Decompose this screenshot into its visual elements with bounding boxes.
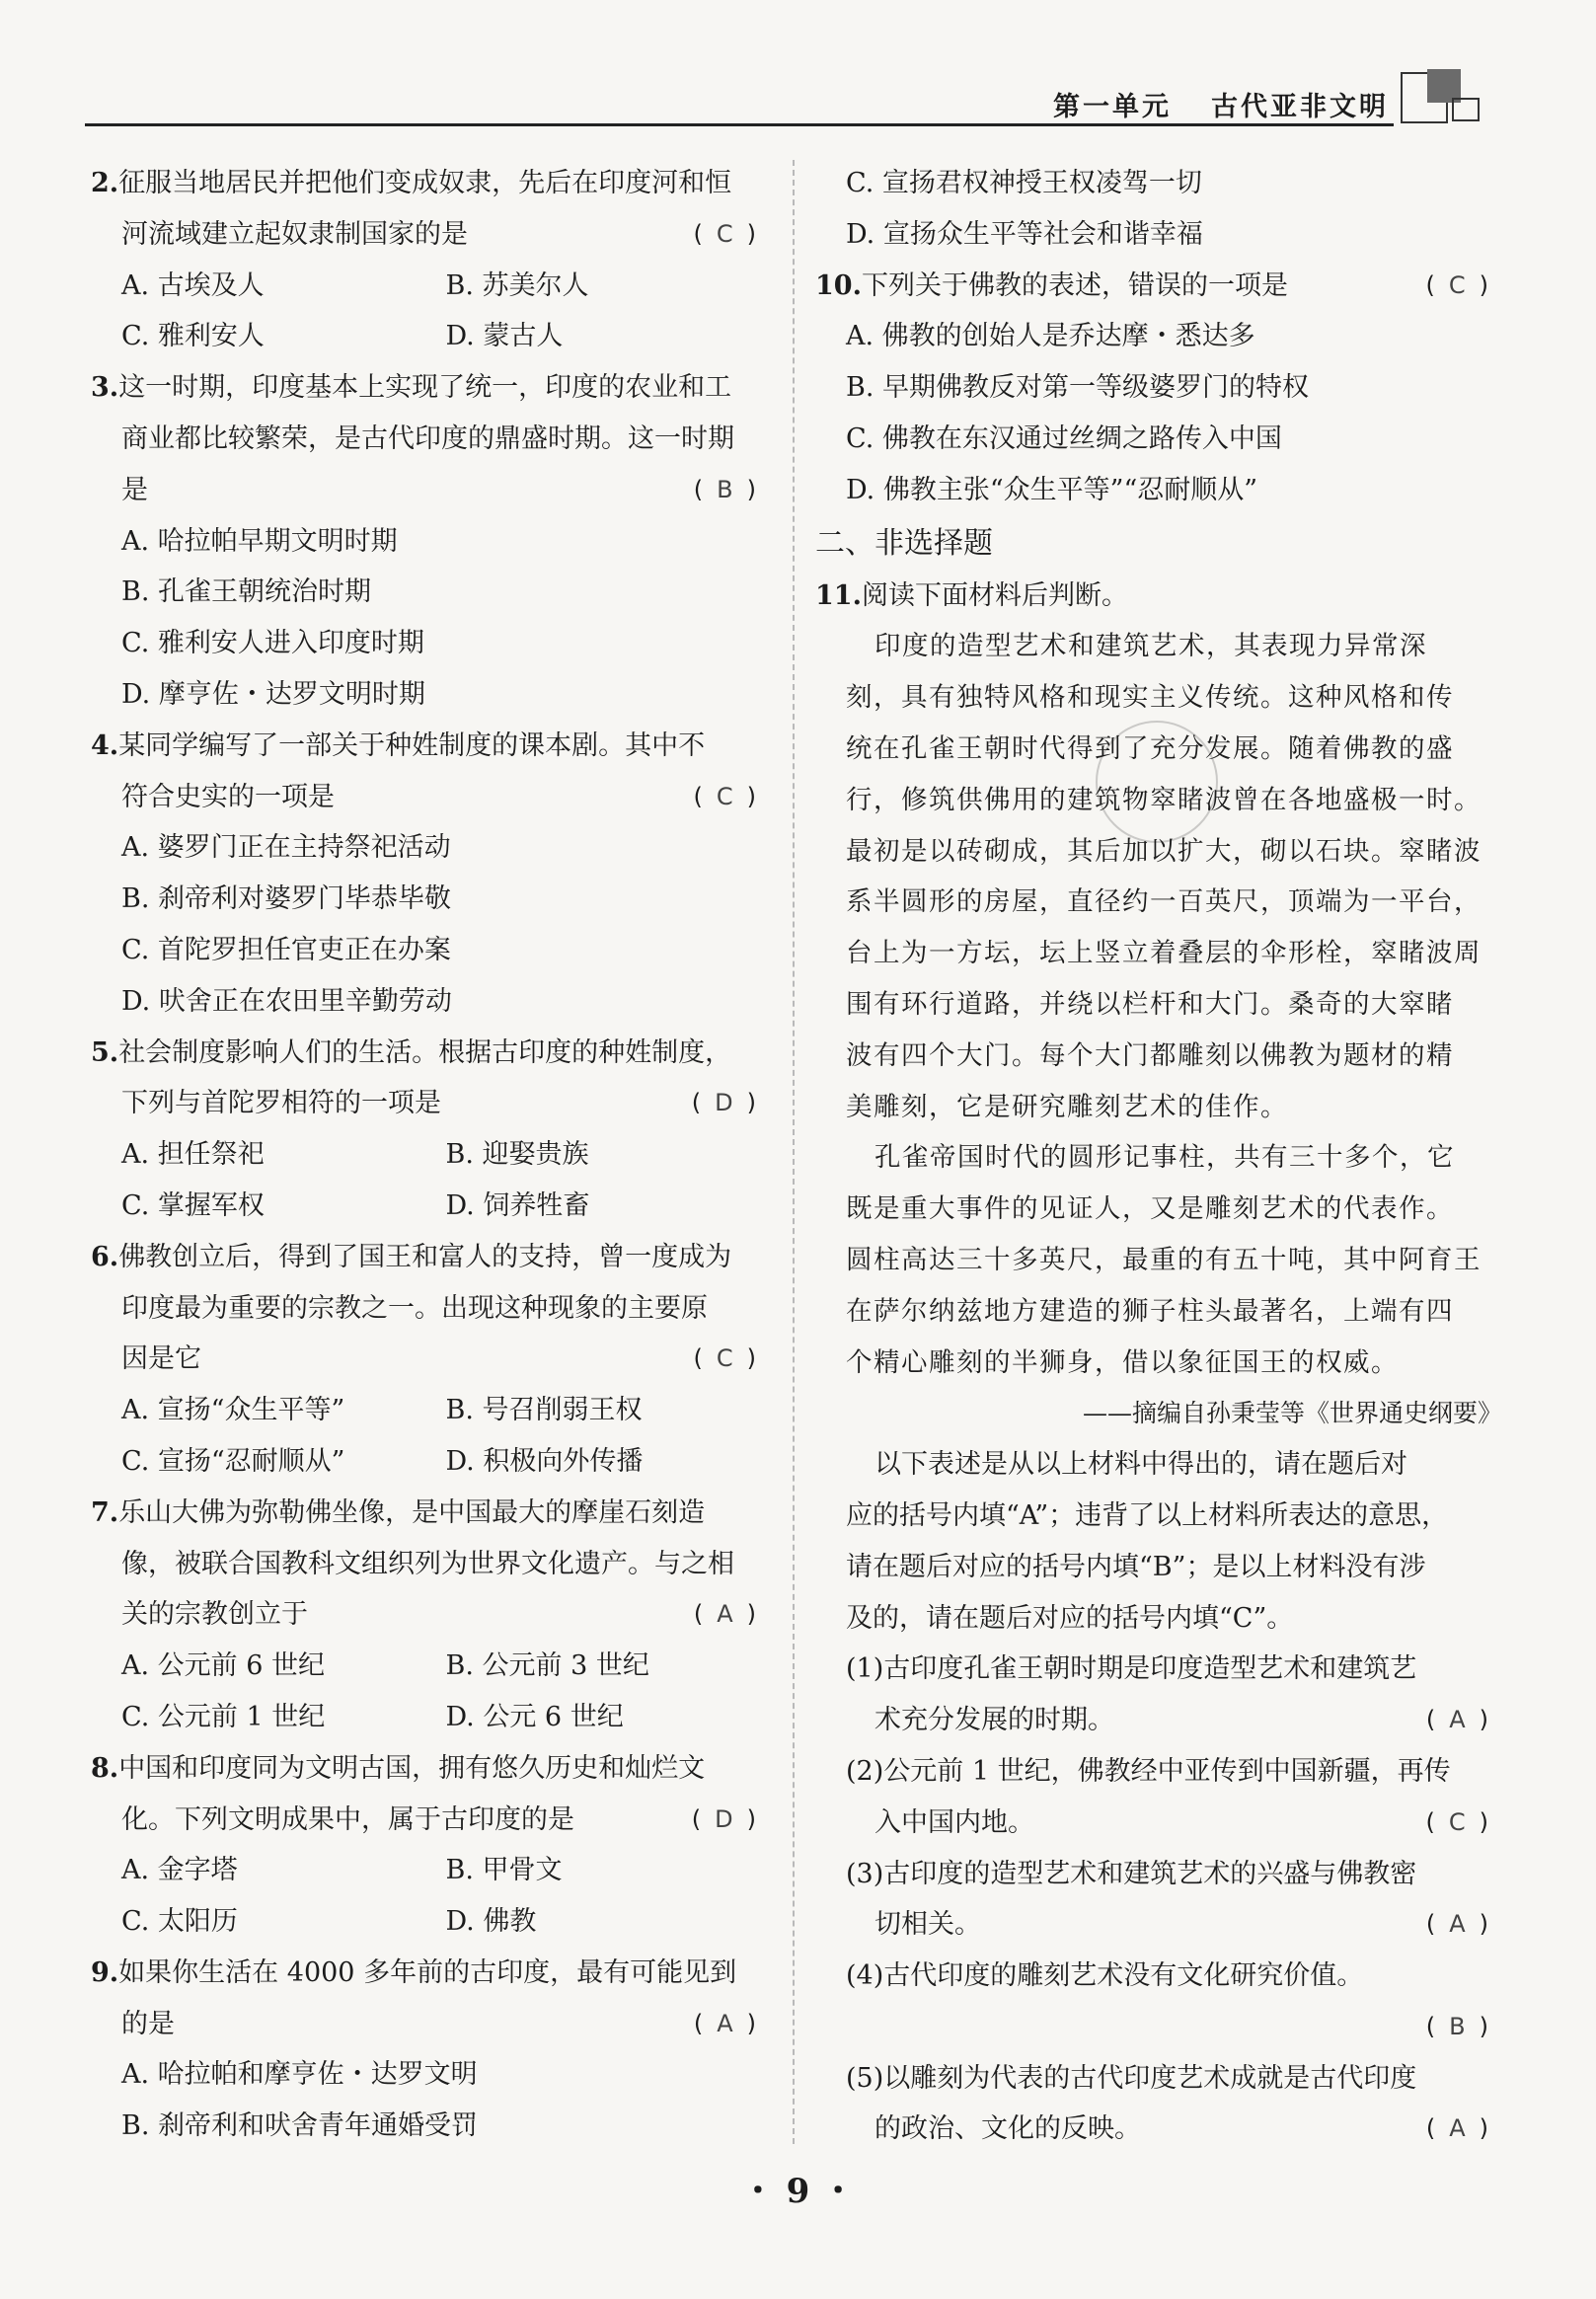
- answer: C: [716, 219, 747, 248]
- judgement-item-4: [815, 1951, 1502, 2053]
- material-line: 波有四个大门。每个大门都雕刻以佛教为题材的精: [846, 1039, 1454, 1071]
- material-line: 在萨尔纳兹地方建造的狮子柱头最著名，上端有四: [846, 1295, 1454, 1327]
- answer: B: [717, 475, 747, 503]
- question-text: 社会制度影响人们的生活。根据古印度的种姓制度，: [118, 1036, 732, 1068]
- answer-bracket: (D): [691, 1804, 770, 1833]
- answer-bracket: (B): [1425, 2012, 1502, 2040]
- question-text: 是: [121, 474, 148, 505]
- question-text: 河流域建立起奴隶制国家的是: [121, 218, 468, 250]
- question-text: 征服当地居民并把他们变成奴隶，先后在印度河和恒: [118, 168, 732, 198]
- option: D. 摩亨佐・达罗文明时期: [121, 678, 425, 710]
- option: A. 哈拉帕和摩亨佐・达罗文明: [121, 2059, 478, 2091]
- instruction-line: 应的括号内填“A”；违背了以上材料所表达的意思，: [846, 1499, 1449, 1531]
- question-number: 2.: [91, 168, 119, 198]
- question-text: 商业都比较繁荣，是古代印度的鼎盛时期。这一时期: [121, 422, 734, 454]
- option: B. 迎娶贵族: [445, 1139, 589, 1171]
- answer-bracket: (A): [693, 1600, 770, 1629]
- question-number: 5.: [91, 1036, 119, 1068]
- option: C. 首陀罗担任官吏正在办案: [121, 934, 451, 965]
- answer: A: [717, 1600, 747, 1629]
- answer: D: [715, 1804, 747, 1833]
- answer-bracket: (A): [693, 2009, 770, 2037]
- question-text: 如果你生活在 4000 多年前的古印度，最有可能见到: [118, 1956, 737, 1988]
- question-text: 某同学编写了一部关于种姓制度的课本剧。其中不: [118, 729, 706, 761]
- answer-bracket: (B): [693, 475, 770, 503]
- judgement-item-3: [815, 1849, 1502, 1952]
- question-text: 符合史实的一项是: [121, 781, 335, 812]
- question-text: 中国和印度同为文明古国，拥有悠久历史和灿烂文: [118, 1752, 706, 1784]
- question-9: [91, 1948, 770, 2152]
- instruction-line: 及的，请在题后对应的括号内填“C”。: [846, 1602, 1294, 1634]
- option: C. 太阳历: [121, 1906, 238, 1938]
- answer: C: [716, 1344, 747, 1373]
- material-line: 围有环行道路，并绕以栏杆和大门。桑奇的大窣睹: [846, 988, 1454, 1020]
- answer-bracket: (A): [1425, 1706, 1502, 1734]
- option: B. 刹帝利和吠舍青年通婚受罚: [121, 2110, 479, 2142]
- option: A. 佛教的创始人是乔达摩・悉达多: [846, 321, 1255, 352]
- option: A. 担任祭祀: [121, 1139, 265, 1171]
- question-3: [91, 362, 770, 721]
- option: B. 刹帝利对婆罗门毕恭毕敬: [121, 883, 452, 915]
- material-source: ——摘编自孙秉莹等《世界通史纲要》: [1082, 1399, 1502, 1428]
- answer: A: [1449, 1910, 1480, 1939]
- option: D. 宣扬众生平等社会和谐幸福: [846, 218, 1203, 250]
- item-text: (1)古印度孔雀王朝时期是印度造型艺术和建筑艺: [846, 1653, 1417, 1685]
- left-column: [91, 158, 770, 2152]
- answer-bracket: (C): [693, 1344, 770, 1373]
- answer: A: [1449, 2114, 1480, 2143]
- material-line: 圆柱高达三十多英尺，最重的有五十吨，其中阿育王: [846, 1244, 1482, 1275]
- option: B. 孔雀王朝统治时期: [121, 576, 372, 608]
- question-text: 化。下列文明成果中，属于古印度的是: [121, 1803, 574, 1835]
- question-text: 的是: [121, 2008, 175, 2039]
- question-6: [91, 1232, 770, 1488]
- judgement-item-1: [815, 1644, 1502, 1746]
- answer-bracket: (C): [1425, 1807, 1502, 1836]
- question-5: [91, 1028, 770, 1232]
- question-number: 6.: [91, 1241, 119, 1272]
- question-number: 11.: [815, 579, 862, 611]
- option: D. 蒙古人: [445, 321, 564, 352]
- material-line: 美雕刻，它是研究雕刻艺术的佳作。: [846, 1091, 1288, 1122]
- material-line: 行，修筑供佛用的建筑物窣睹波曾在各地盛极一时。: [846, 784, 1482, 815]
- question-text: 印度最为重要的宗教之一。出现这种现象的主要原: [121, 1292, 708, 1324]
- question-number: 4.: [91, 729, 119, 761]
- material-line: 孔雀帝国时代的圆形记事柱，共有三十多个，它: [874, 1142, 1455, 1174]
- question-text: 下列与首陀罗相符的一项是: [121, 1088, 441, 1119]
- question-number: 10.: [815, 269, 862, 301]
- item-text: (2)公元前 1 世纪，佛教经中亚传到中国新疆，再传: [846, 1755, 1451, 1787]
- unit-title: 古代亚非文明: [1211, 92, 1389, 122]
- item-text: 切相关。: [874, 1909, 981, 1941]
- option: D. 公元 6 世纪: [445, 1701, 624, 1732]
- option: A. 哈拉帕早期文明时期: [121, 525, 398, 557]
- answer: A: [1449, 1706, 1480, 1734]
- question-7: [91, 1488, 770, 1743]
- question-text: 关的宗教创立于: [121, 1599, 308, 1631]
- item-text: (5)以雕刻为代表的古代印度艺术成就是古代印度: [846, 2062, 1417, 2094]
- page-header: [85, 69, 1482, 126]
- option: B. 甲骨文: [445, 1855, 563, 1886]
- option: D. 吠舍正在农田里辛勤劳动: [121, 985, 452, 1017]
- right-column: [815, 158, 1502, 2155]
- question-number: 7.: [91, 1496, 119, 1528]
- answer: B: [1449, 2012, 1480, 2040]
- option: A. 公元前 6 世纪: [121, 1650, 326, 1682]
- option: C. 宣扬君权神授王权凌驾一切: [846, 168, 1202, 198]
- answer: C: [1448, 1807, 1480, 1836]
- answer-bracket: (D): [691, 1089, 770, 1117]
- option: C. 宣扬“忍耐顺从”: [121, 1445, 345, 1477]
- instruction-line: 请在题后对应的括号内填“B”；是以上材料没有涉: [846, 1551, 1426, 1582]
- question-4: [91, 721, 770, 1028]
- option: D. 佛教: [445, 1906, 537, 1938]
- judgement-item-5: [815, 2053, 1502, 2156]
- item-text: (3)古印度的造型艺术和建筑艺术的兴盛与佛教密: [846, 1858, 1417, 1889]
- header-rule: [85, 123, 1394, 126]
- option: C. 雅利安人进入印度时期: [121, 628, 424, 659]
- page-number: ・ 9 ・: [740, 2172, 856, 2211]
- answer-bracket: (C): [693, 782, 770, 810]
- option: A. 宣扬“众生平等”: [121, 1395, 345, 1426]
- material-line: 台上为一方坛，坛上竖立着叠层的伞形栓，窣睹波周: [846, 938, 1482, 969]
- judgement-item-2: [815, 1746, 1502, 1849]
- question-2: [91, 158, 770, 362]
- answer-bracket: (A): [1425, 2114, 1502, 2143]
- question-text: 乐山大佛为弥勒佛坐像，是中国最大的摩崖石刻造: [118, 1496, 706, 1528]
- header-title: [1053, 85, 1389, 123]
- answer: C: [716, 782, 747, 810]
- material-line: 最初是以砖砌成，其后加以扩大，砌以石块。窣睹波: [846, 835, 1482, 867]
- item-text: 入中国内地。: [874, 1806, 1034, 1838]
- option: C. 掌握军权: [121, 1189, 265, 1221]
- option: D. 饲养牲畜: [445, 1189, 590, 1221]
- answer: D: [715, 1089, 747, 1117]
- question-text: 这一时期，印度基本上实现了统一，印度的农业和工: [118, 372, 732, 404]
- section-heading: 二、非选择题: [815, 525, 993, 561]
- unit-label: 第一单元: [1053, 92, 1172, 122]
- option: B. 号召削弱王权: [445, 1395, 643, 1426]
- answer-bracket: (C): [693, 219, 770, 248]
- material-line: 统在孔雀王朝时代得到了充分发展。随着佛教的盛: [846, 732, 1454, 764]
- question-text: 因是它: [121, 1343, 201, 1375]
- option: B. 公元前 3 世纪: [445, 1650, 649, 1682]
- answer-bracket: (C): [1425, 270, 1502, 299]
- question-11: [815, 571, 1502, 2156]
- question-8: [91, 1743, 770, 1948]
- material-line: 印度的造型艺术和建筑艺术，其表现力异常深: [874, 631, 1427, 662]
- column-divider: [793, 160, 795, 2144]
- question-text: 阅读下面材料后判断。: [861, 579, 1128, 611]
- option: C. 公元前 1 世纪: [121, 1701, 326, 1732]
- item-text: (4)古代印度的雕刻艺术没有文化研究价值。: [846, 1960, 1364, 1992]
- question-number: 8.: [91, 1752, 119, 1784]
- material-line: 既是重大事件的见证人，又是雕刻艺术的代表作。: [846, 1193, 1454, 1225]
- question-text: 佛教创立后，得到了国王和富人的支持，曾一度成为: [118, 1241, 732, 1272]
- material-line: 个精心雕刻的半狮身，借以象征国王的权威。: [846, 1346, 1399, 1378]
- question-text: 像，被联合国教科文组织列为世界文化遗产。与之相: [121, 1548, 734, 1579]
- item-text: 术充分发展的时期。: [874, 1705, 1114, 1736]
- question-text: 下列关于佛教的表述，错误的一项是: [861, 269, 1288, 301]
- material-line: 系半圆形的房屋，直径约一百英尺，顶端为一平台，: [846, 886, 1482, 918]
- question-10: [815, 261, 1502, 516]
- instruction-line: 以下表述是从以上材料中得出的，请在题后对: [874, 1449, 1407, 1481]
- option: D. 佛教主张“众生平等”“忍耐顺从”: [846, 474, 1258, 505]
- option: C. 雅利安人: [121, 321, 265, 352]
- header-decoration-icon: [1398, 69, 1482, 126]
- option: A. 婆罗门正在主持祭祀活动: [121, 832, 451, 864]
- answer: C: [1448, 270, 1480, 299]
- question-number: 3.: [91, 372, 119, 404]
- option: D. 积极向外传播: [445, 1445, 644, 1477]
- option: A. 古埃及人: [121, 269, 265, 301]
- option: B. 苏美尔人: [445, 269, 589, 301]
- option: C. 佛教在东汉通过丝绸之路传入中国: [846, 422, 1282, 454]
- item-text: 的政治、文化的反映。: [874, 2113, 1141, 2145]
- option: A. 金字塔: [121, 1855, 238, 1886]
- answer-bracket: (A): [1425, 1910, 1502, 1939]
- question-number: 9.: [91, 1956, 119, 1988]
- answer: A: [717, 2009, 747, 2037]
- option: B. 早期佛教反对第一等级婆罗门的特权: [846, 372, 1310, 404]
- material-line: 刻，具有独特风格和现实主义传统。这种风格和传: [846, 682, 1454, 714]
